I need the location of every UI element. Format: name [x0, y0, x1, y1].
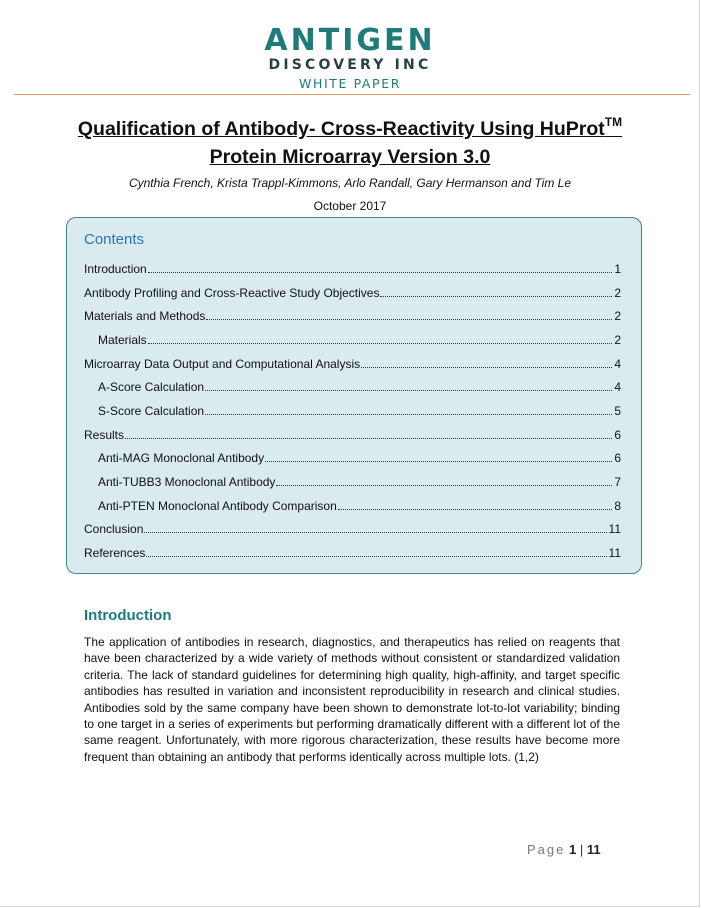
toc-entry-a-score[interactable] — [98, 379, 621, 395]
toc-entry-anti-tubb3[interactable] — [98, 474, 621, 490]
toc-leader — [361, 356, 612, 368]
toc-leader — [265, 450, 612, 462]
toc-entry-label: Anti-MAG Monoclonal Antibody — [98, 451, 265, 465]
document-title-line-1 — [40, 116, 660, 142]
table-of-contents — [66, 217, 642, 574]
toc-heading: Contents — [84, 231, 145, 248]
toc-entry-page: 6 — [614, 451, 621, 465]
toc-leader — [380, 285, 612, 297]
toc-entry-materials[interactable] — [98, 332, 621, 348]
page-footer — [527, 842, 601, 857]
total-page-count: 11 — [586, 842, 601, 857]
toc-leader — [148, 261, 613, 273]
publication-date: October 2017 — [313, 199, 387, 213]
toc-entry-label: Materials — [98, 333, 147, 347]
toc-leader — [148, 332, 613, 344]
toc-leader — [146, 545, 606, 557]
authors: Cynthia French, Krista Trappl-Kimmons, Arlo Randall, Gary Hermanson and Tim Le — [128, 176, 572, 190]
toc-entry-conclusion[interactable] — [84, 521, 621, 537]
toc-entry-page: 1 — [614, 262, 621, 276]
toc-entry-data-output[interactable] — [84, 356, 621, 372]
page-label: Page — [527, 842, 566, 857]
toc-entry-page: 11 — [608, 522, 621, 536]
toc-leader — [125, 427, 612, 439]
toc-entry-page: 6 — [614, 428, 621, 442]
introduction-paragraph: The application of antibodies in research, diagnostics, and therapeutics has relied on reagents that have been characterized by a wide variety of methods without consistent or standardized validation criteria. The lack of standard guidelines for determining high quality, high-affinity, and target specific antibodies has resulted in variation and inconsistent reproducibility in research and clinical studies. Antibodies sold by the same company have been shown to demonstrate lot-to-lot variability; binding to one target in a series of experiments but performing dramatically different with a different lot of the same reagent. Unfortunately, with more rigorous characterization, these results have become more frequent than obtaining an antibody that performs identically across multiple lots. (1,2) — [84, 635, 620, 764]
toc-entry-page: 2 — [614, 286, 621, 300]
title-text: Qualification of Antibody- Cross-Reactivity Using HuProt — [77, 118, 605, 140]
toc-entry-page: 4 — [614, 357, 621, 371]
document-title-line-2: Protein Microarray Version 3.0 — [209, 146, 491, 168]
toc-entry-results[interactable] — [84, 427, 621, 443]
trademark-mark: TM — [604, 115, 623, 129]
toc-entry-references[interactable] — [84, 545, 621, 561]
toc-entry-introduction[interactable] — [84, 261, 621, 277]
toc-leader — [338, 498, 613, 510]
toc-entry-page: 8 — [614, 499, 621, 513]
toc-leader — [206, 308, 612, 320]
toc-entry-label: Anti-TUBB3 Monoclonal Antibody — [98, 475, 276, 489]
toc-entry-label: Conclusion — [84, 522, 144, 536]
company-logo — [262, 23, 438, 92]
toc-entry-page: 7 — [614, 475, 621, 489]
toc-leader — [205, 379, 612, 391]
toc-entry-label: Anti-PTEN Monoclonal Antibody Comparison — [98, 499, 337, 513]
toc-entry-label: Antibody Profiling and Cross-Reactive Study Objectives — [84, 286, 380, 300]
toc-entry-objectives[interactable] — [84, 285, 621, 301]
toc-entry-page: 2 — [614, 333, 621, 347]
toc-entry-anti-pten[interactable] — [98, 498, 621, 514]
toc-entry-label: References — [84, 546, 146, 560]
toc-entry-label: Materials and Methods — [84, 309, 206, 323]
toc-entry-label: Introduction — [84, 262, 147, 276]
logo-main-text: ANTIGEN — [264, 23, 436, 58]
toc-entry-label: S-Score Calculation — [98, 404, 205, 418]
toc-entry-page: 11 — [608, 546, 621, 560]
toc-leader — [144, 521, 606, 533]
toc-entry-anti-mag[interactable] — [98, 450, 621, 466]
header-divider — [14, 94, 690, 95]
toc-leader — [205, 403, 612, 415]
introduction-heading: Introduction — [84, 607, 172, 624]
logo-sub-text: DISCOVERY INC — [268, 57, 432, 73]
toc-entry-page: 4 — [614, 380, 621, 394]
current-page-number: 1 — [569, 842, 577, 857]
logo-tagline: WHITE PAPER — [299, 76, 401, 91]
toc-entry-page: 2 — [614, 309, 621, 323]
toc-leader — [276, 474, 612, 486]
toc-entry-materials-methods[interactable] — [84, 308, 621, 324]
page-separator: | — [579, 842, 584, 857]
toc-entry-s-score[interactable] — [98, 403, 621, 419]
toc-entry-page: 5 — [614, 404, 621, 418]
toc-entry-label: Microarray Data Output and Computational Analysis — [84, 357, 361, 371]
toc-entry-label: Results — [84, 428, 125, 442]
toc-entry-label: A-Score Calculation — [98, 380, 205, 394]
